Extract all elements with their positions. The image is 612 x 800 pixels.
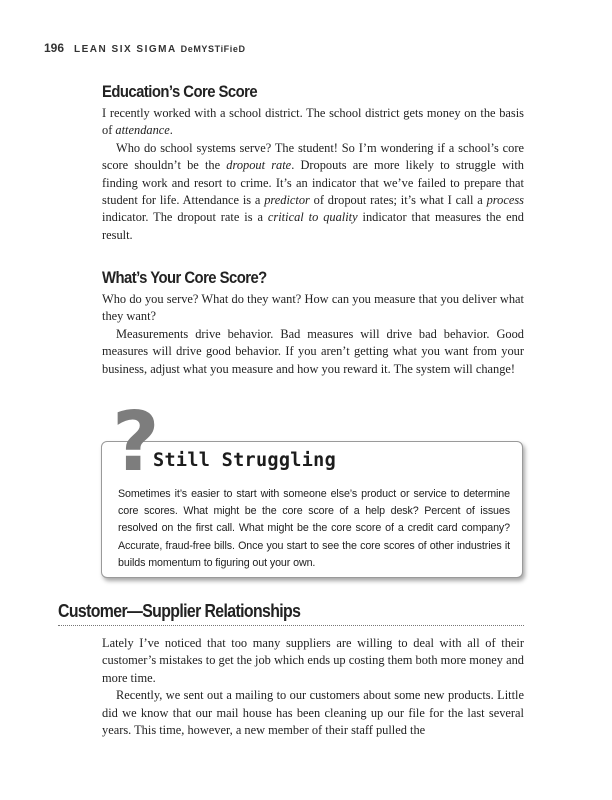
book-title-demystified: DeMYSTiFieD [180,44,246,54]
book-title [74,44,246,55]
section-heading: Education’s Core Score [102,83,258,101]
paragraph: Recently, we sent out a mailing to our customers about some new products. Little did we know that our mail house has been cleaning up our file for the last several years. This time, however, a new member of their staff pulled the [102,688,524,738]
dotted-rule-divider [58,625,524,626]
running-header [44,41,246,55]
section-customer-supplier [102,635,524,739]
question-mark-icon: ? [112,395,160,490]
chapter-section-heading [58,600,524,622]
paragraph: Who do you serve? What do they want? How can you measure that you deliver what they want? [102,292,524,324]
section-whats-your-core-score [102,268,524,378]
paragraph: Lately I’ve noticed that too many suppliers are willing to deal with all of their customer’s mistakes to get the job which ends up costing them both more money and more time. [102,636,524,685]
section-education-core-score [102,82,524,244]
callout-text: Sometimes it’s easier to start with someone else’s product or service to determine core scores. What might be the core score of a help desk? Percent of issues resolved on the first call. What might be the core score of a credit card company? Accurate, fraud-free bills. Once you start to see the core scores of other industries it builds momentum to figuring out your own. [118,488,510,569]
paragraph: I recently worked with a school district. The school district gets money on the basis of attendance. [102,106,524,138]
paragraph: Who do school systems serve? The student! So I’m wondering if a school’s core score shouldn’t be the dropout rate. Dropouts are more likely to struggle with finding work and resort to crime. It’s an indicator that we’ve failed to prepare that student for life. Attendance is a predictor of dropout rates; it’s what I call a process indicator. The dropout rate is a critical to quality indicator that measures the end result. [102,140,525,242]
section-heading: What’s Your Core Score? [102,269,267,287]
book-title-main: LEAN SIX SIGMA [74,44,181,55]
paragraph: Measurements drive behavior. Bad measures will drive bad behavior. Good measures will drive good behavior. If you aren’t getting what you want from your business, adjust what you measure and how you reward it. The system will change! [102,326,524,376]
heading-text: Customer—Supplier Relationships [58,601,301,621]
page-number: 196 [44,41,65,55]
callout-title: Still Struggling [153,450,337,471]
